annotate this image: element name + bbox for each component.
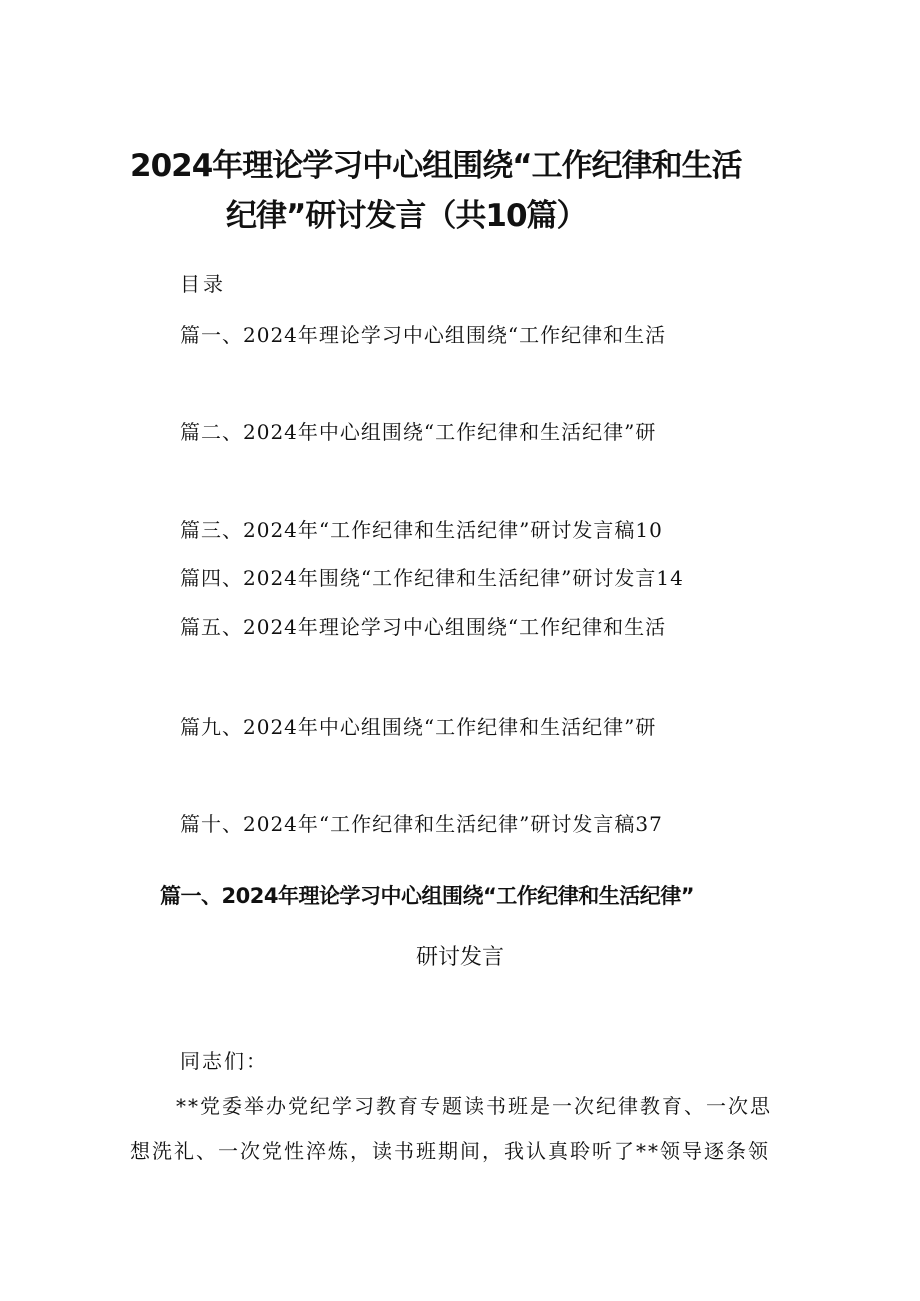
toc-item[interactable]: 篇二、2024年中心组围绕“工作纪律和生活纪律”研 [180,420,657,444]
toc-item[interactable]: 篇五、2024年理论学习中心组围绕“工作纪律和生活 [180,615,667,639]
section-title-line-1: 篇一、2024年理论学习中心组围绕“工作纪律和生活纪律” [160,884,695,908]
document-title-line-2: 纪律”研讨发言（共10篇） [226,198,587,234]
toc-item[interactable]: 篇四、2024年围绕“工作纪律和生活纪律”研讨发言14 [180,566,684,590]
toc-item[interactable]: 篇九、2024年中心组围绕“工作纪律和生活纪律”研 [180,715,657,739]
paragraph-line-2: 想洗礼、一次党性淬炼，读书班期间，我认真聆听了**领导逐条领 [130,1139,770,1163]
document-title-line-1: 2024年理论学习中心组围绕“工作纪律和生活 [130,148,742,184]
toc-item[interactable]: 篇十、2024年“工作纪律和生活纪律”研讨发言稿37 [180,812,663,836]
toc-item[interactable]: 篇三、2024年“工作纪律和生活纪律”研讨发言稿10 [180,518,663,542]
toc-item[interactable]: 篇一、2024年理论学习中心组围绕“工作纪律和生活 [180,323,667,347]
paragraph-line-1: **党委举办党纪学习教育专题读书班是一次纪律教育、一次思 [176,1094,772,1118]
toc-heading: 目录 [180,272,226,296]
section-title-line-2: 研讨发言 [415,945,504,970]
salutation: 同志们： [180,1049,268,1073]
